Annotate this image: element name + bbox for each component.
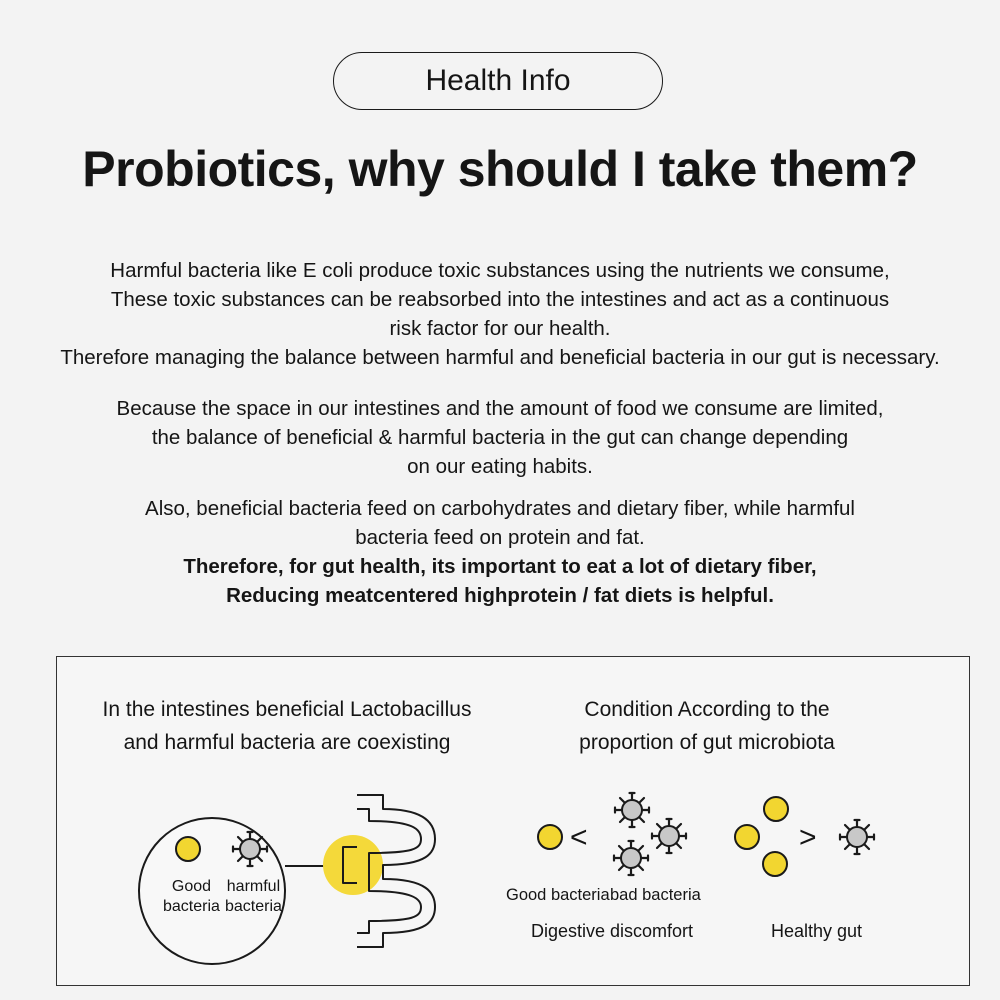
paragraph-harmful-bacteria <box>0 256 1000 372</box>
bad-bacteria-label: bad bacteria <box>610 886 701 904</box>
harmful-bacteria-icon <box>233 832 267 866</box>
good-bacteria-icon <box>538 825 562 849</box>
paragraph-line: Harmful bacteria like E coli produce toxic substances using the nutrients we consume, <box>110 259 890 282</box>
good-bacteria-label: Good bacteria <box>506 886 610 904</box>
paragraph-bold-line: Therefore, for gut health, its important to eat a lot of dietary fiber, <box>183 555 817 578</box>
harmful-bacteria-circle-label <box>225 877 282 917</box>
paragraph-line: the balance of beneficial & harmful bacteria in the gut can change depending <box>151 426 849 449</box>
heading-line: proportion of gut microbiota <box>579 731 835 754</box>
heading-line: and harmful bacteria are coexisting <box>123 731 451 754</box>
good-bacteria-icon <box>176 837 200 861</box>
good-bacteria-icon <box>763 852 787 876</box>
heading-line: In the intestines beneficial Lactobacillus <box>102 698 472 721</box>
greater-than-symbol: > <box>799 821 817 854</box>
label-line: Good <box>171 878 212 895</box>
harmful-bacteria-icon <box>614 841 648 875</box>
good-bacteria-icon <box>735 825 759 849</box>
paragraph-line: bacteria feed on protein and fat. <box>355 526 645 549</box>
healthy-gut-caption: Healthy gut <box>771 921 863 941</box>
good-bacteria-circle-label <box>163 877 220 917</box>
harmful-bacteria-icon <box>615 793 649 827</box>
paragraph-line: Also, beneficial bacteria feed on carbohydrates and dietary fiber, while harmful <box>145 497 855 520</box>
digestive-discomfort-caption: Digestive discomfort <box>531 921 694 941</box>
paragraph-line: Because the space in our intestines and the amount of food we consume are limited, <box>116 397 884 420</box>
page-title: Probiotics, why should I take them? <box>82 141 918 197</box>
paragraph-bold-line: Reducing meatcentered highprotein / fat diets is helpful. <box>226 584 774 607</box>
health-info-badge <box>333 52 663 110</box>
less-than-symbol: < <box>570 821 588 854</box>
paragraph-line: on our eating habits. <box>407 455 593 478</box>
good-bacteria-icon <box>764 797 788 821</box>
highlight-spot <box>323 835 383 895</box>
label-line: bacteria <box>163 898 220 915</box>
paragraph-balance <box>0 394 1000 481</box>
illustration-panel <box>56 656 970 986</box>
label-line: bacteria <box>225 898 282 915</box>
harmful-bacteria-icon <box>652 819 686 853</box>
harmful-bacteria-icon <box>840 820 874 854</box>
label-line: harmful <box>226 878 281 895</box>
paragraph-line: risk factor for our health. <box>389 317 611 340</box>
paragraph-diet <box>0 494 1000 610</box>
paragraph-line: These toxic substances can be reabsorbed into the intestines and act as a continuous <box>110 288 890 311</box>
paragraph-line: Therefore managing the balance between harmful and beneficial bacteria in our gut is necessary. <box>60 346 940 369</box>
badge-label: Health Info <box>425 64 571 97</box>
heading-line: Condition According to the <box>584 698 830 721</box>
